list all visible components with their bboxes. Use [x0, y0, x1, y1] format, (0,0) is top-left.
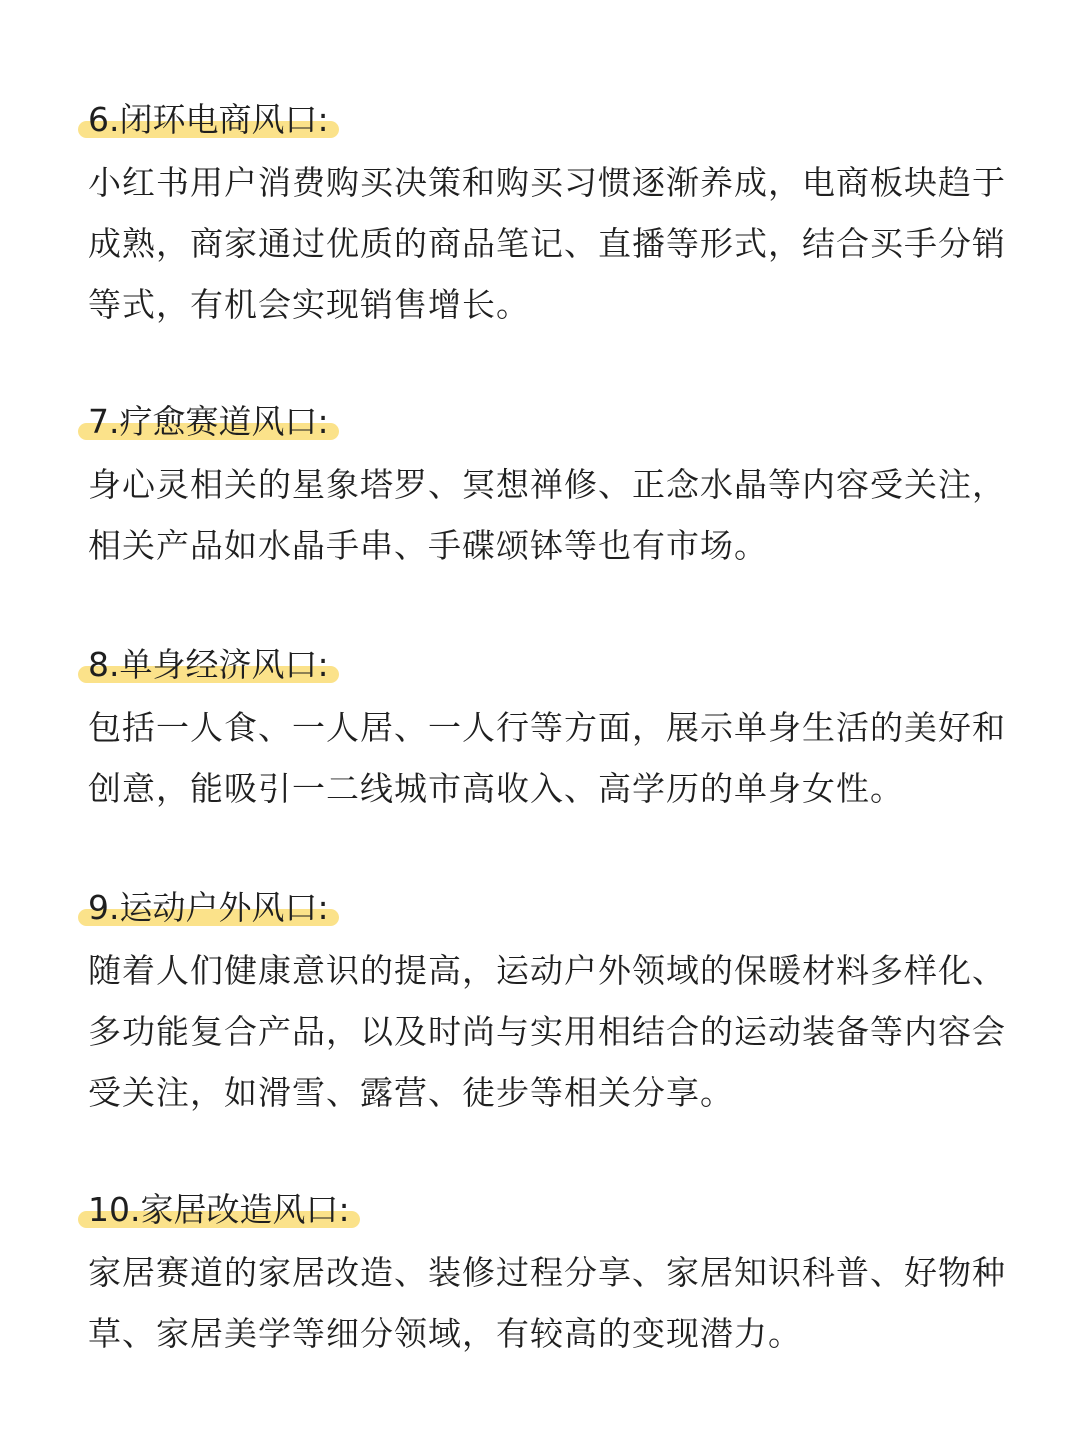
section-single-economy	[78, 645, 1008, 819]
section-heading	[78, 402, 339, 442]
section-healing-track	[78, 402, 1008, 576]
section-outdoor-sports	[78, 888, 1008, 1123]
section-heading	[78, 1190, 360, 1230]
heading-text: 10.家居改造风口:	[88, 1190, 350, 1229]
section-heading	[78, 888, 339, 928]
section-closed-loop-ecommerce	[78, 100, 1008, 335]
section-body: 家居赛道的家居改造、装修过程分享、家居知识科普、好物种草、家居美学等细分领域，有较高的变现潜力。	[88, 1253, 1006, 1353]
section-heading	[78, 645, 339, 685]
section-body: 包括一人食、一人居、一人行等方面，展示单身生活的美好和创意，能吸引一二线城市高收入、高学历的单身女性。	[88, 708, 1006, 808]
section-body: 小红书用户消费购买决策和购买习惯逐渐养成，电商板块趋于成熟，商家通过优质的商品笔记、直播等形式，结合买手分销等式，有机会实现销售增长。	[88, 163, 1006, 324]
section-heading	[78, 100, 339, 140]
heading-text: 8.单身经济风口:	[88, 645, 329, 684]
section-body: 身心灵相关的星象塔罗、冥想禅修、正念水晶等内容受关注，相关产品如水晶手串、手碟颂钵等也有市场。	[88, 465, 1006, 565]
heading-text: 9.运动户外风口:	[88, 888, 329, 927]
heading-text: 6.闭环电商风口:	[88, 100, 329, 139]
section-home-renovation	[78, 1190, 1008, 1364]
section-body: 随着人们健康意识的提高，运动户外领域的保暖材料多样化、多功能复合产品，以及时尚与实用相结合的运动装备等内容会受关注，如滑雪、露营、徒步等相关分享。	[88, 951, 1006, 1112]
heading-text: 7.疗愈赛道风口:	[88, 402, 329, 441]
